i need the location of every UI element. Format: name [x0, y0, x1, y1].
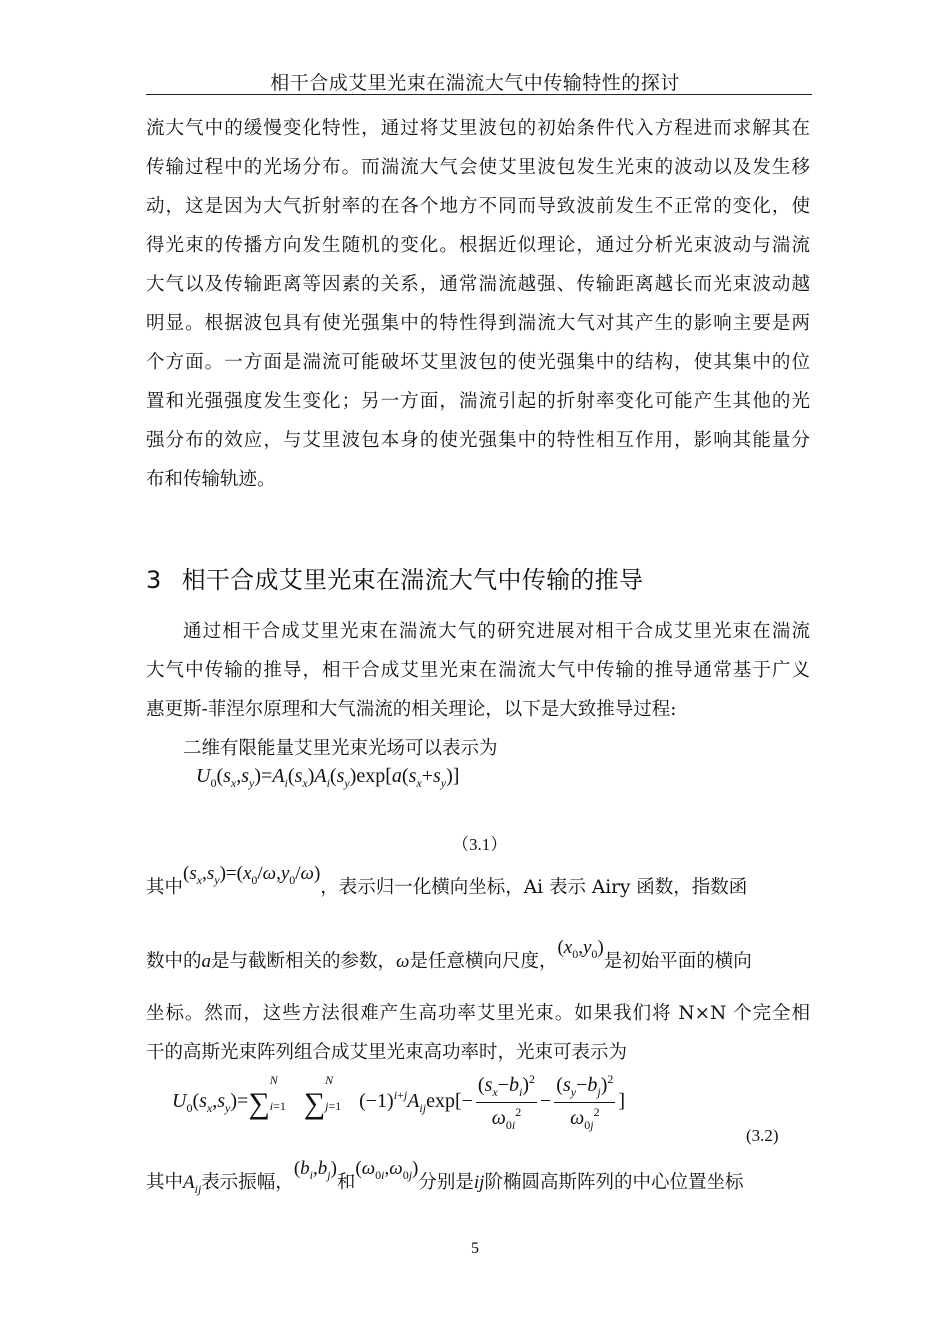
- explanation-lines-3-4: [146, 994, 810, 1072]
- intro-line: 置和光强强度发生变化；另一方面，湍流引起的折射率变化可能产生其他的光: [146, 391, 810, 412]
- lead-in-line: 二维有限能量艾里光束光场可以表示为: [183, 738, 498, 759]
- derivation-line: 大气中传输的推导，相干合成艾里光束在湍流大气中传输的推导通常基于广义: [146, 660, 810, 681]
- intro-line: 布和传输轨迹。: [146, 469, 276, 490]
- running-header-title: 相干合成艾里光束在湍流大气中传输特性的探讨: [270, 72, 680, 94]
- derivation-line: 通过相干合成艾里光束在湍流大气的研究进展对相干合成艾里光束在湍流: [183, 621, 810, 642]
- final-line: [146, 1158, 810, 1209]
- equation-number-3-1: （3.1）: [452, 835, 508, 854]
- explanation-line-3: 坐标。然而，这些方法很难产生高功率艾里光束。如果我们将 N×N 个完全相: [146, 1003, 810, 1024]
- section-title: 相干合成艾里光束在湍流大气中传输的推导: [181, 566, 644, 594]
- explanation-text: 数中的: [146, 951, 202, 972]
- section-number: 3: [146, 566, 162, 594]
- page-number: 5: [471, 1240, 479, 1257]
- equation-3-2: $U_0(s_x,s_y)=\sum$ N i=1 ∑ N j=1 $(-1)^{i+j}A_{ij}\exp[-$ $\frac{(s_x-b_i)^2}{\omega_{0i}^2}$ − $\frac{(s_y-b_j)^2}{\omega_{0j}^2}$ ]: [172, 1072, 626, 1132]
- symbol-a: a: [201, 951, 212, 972]
- explanation-text: 是任意横向尺度，: [409, 951, 558, 972]
- intro-line: 强分布的效应，与艾里波包本身的使光强集中的特性相互作用，影响其能量分: [146, 430, 810, 451]
- intro-line: 得光束的传播方向发生随机的变化。根据近似理论，通过分析光束波动与湍流: [146, 235, 810, 256]
- equation-number-3-2: (3.2): [746, 1126, 779, 1145]
- final-line-text: 阶椭圆高斯阵列的中心位置坐标: [484, 1172, 744, 1193]
- explanation-line-4: 干的高斯光束阵列组合成艾里光束高功率时，光束可表示为: [146, 1042, 628, 1063]
- explanation-text: 是与截断相关的参数，: [211, 951, 397, 972]
- final-line-text: 其中: [146, 1172, 184, 1193]
- symbol-ij: ij: [473, 1172, 485, 1193]
- intro-paragraph: [146, 109, 810, 499]
- amplitude-symbol: $A_{ij}$: [183, 1172, 202, 1196]
- initial-coordinates-math: $(x_0,y_0)$: [557, 937, 604, 961]
- intro-line: 动，这是因为大气折射率的在各个地方不同而导致波前发生不正常的变化，使: [146, 196, 810, 217]
- section-heading: [146, 560, 643, 595]
- derivation-line: 惠更斯-菲涅尔原理和大气湍流的相关理论，以下是大致推导过程:: [146, 699, 677, 720]
- normalized-coordinates-math: $(s_x,s_y)=(x_0/\omega,y_0/\omega)$: [183, 863, 321, 887]
- final-line-text: 表示振幅，: [201, 1172, 294, 1193]
- final-line-text: 和: [336, 1172, 356, 1193]
- explanation-line-1: [146, 863, 810, 914]
- intro-line: 大气以及传输距离等因素的关系，通常湍流越强、传输距离越长而光束波动越: [146, 274, 810, 295]
- header-rule: [146, 94, 812, 95]
- intro-line: 传输过程中的光场分布。而湍流大气会使艾里波包发生光束的波动以及发生移: [146, 157, 810, 178]
- intro-line: 个方面。一方面是湍流可能破坏艾里波包的使光强集中的结构，使其集中的位: [146, 352, 810, 373]
- equation-3-1: $U_0(s_x,s_y)=A_i(s_x)A_i(s_y)\exp[a(s_x+s_y)]$: [196, 765, 460, 790]
- explanation-prefix: 其中: [146, 877, 184, 898]
- intro-line: 明显。根据波包具有使光强集中的特性得到湍流大气对其产生的影响主要是两: [146, 313, 810, 334]
- center-coordinates-math: $(b_i,b_j)$: [293, 1158, 337, 1182]
- derivation-paragraph: [146, 612, 810, 768]
- explanation-line-2: [146, 937, 810, 988]
- explanation-text: ，表示归一化横向坐标，Ai 表示 Airy 函数，指数函: [320, 877, 748, 898]
- explanation-text: 是初始平面的横向: [603, 951, 752, 972]
- final-line-text: 分别是: [418, 1172, 474, 1193]
- symbol-omega: ω: [396, 951, 410, 972]
- intro-line: 流大气中的缓慢变化特性，通过将艾里波包的初始条件代入方程进而求解其在: [146, 118, 810, 139]
- waist-parameters-math: $(\omega_{0i},\omega_{0j})$: [355, 1158, 419, 1182]
